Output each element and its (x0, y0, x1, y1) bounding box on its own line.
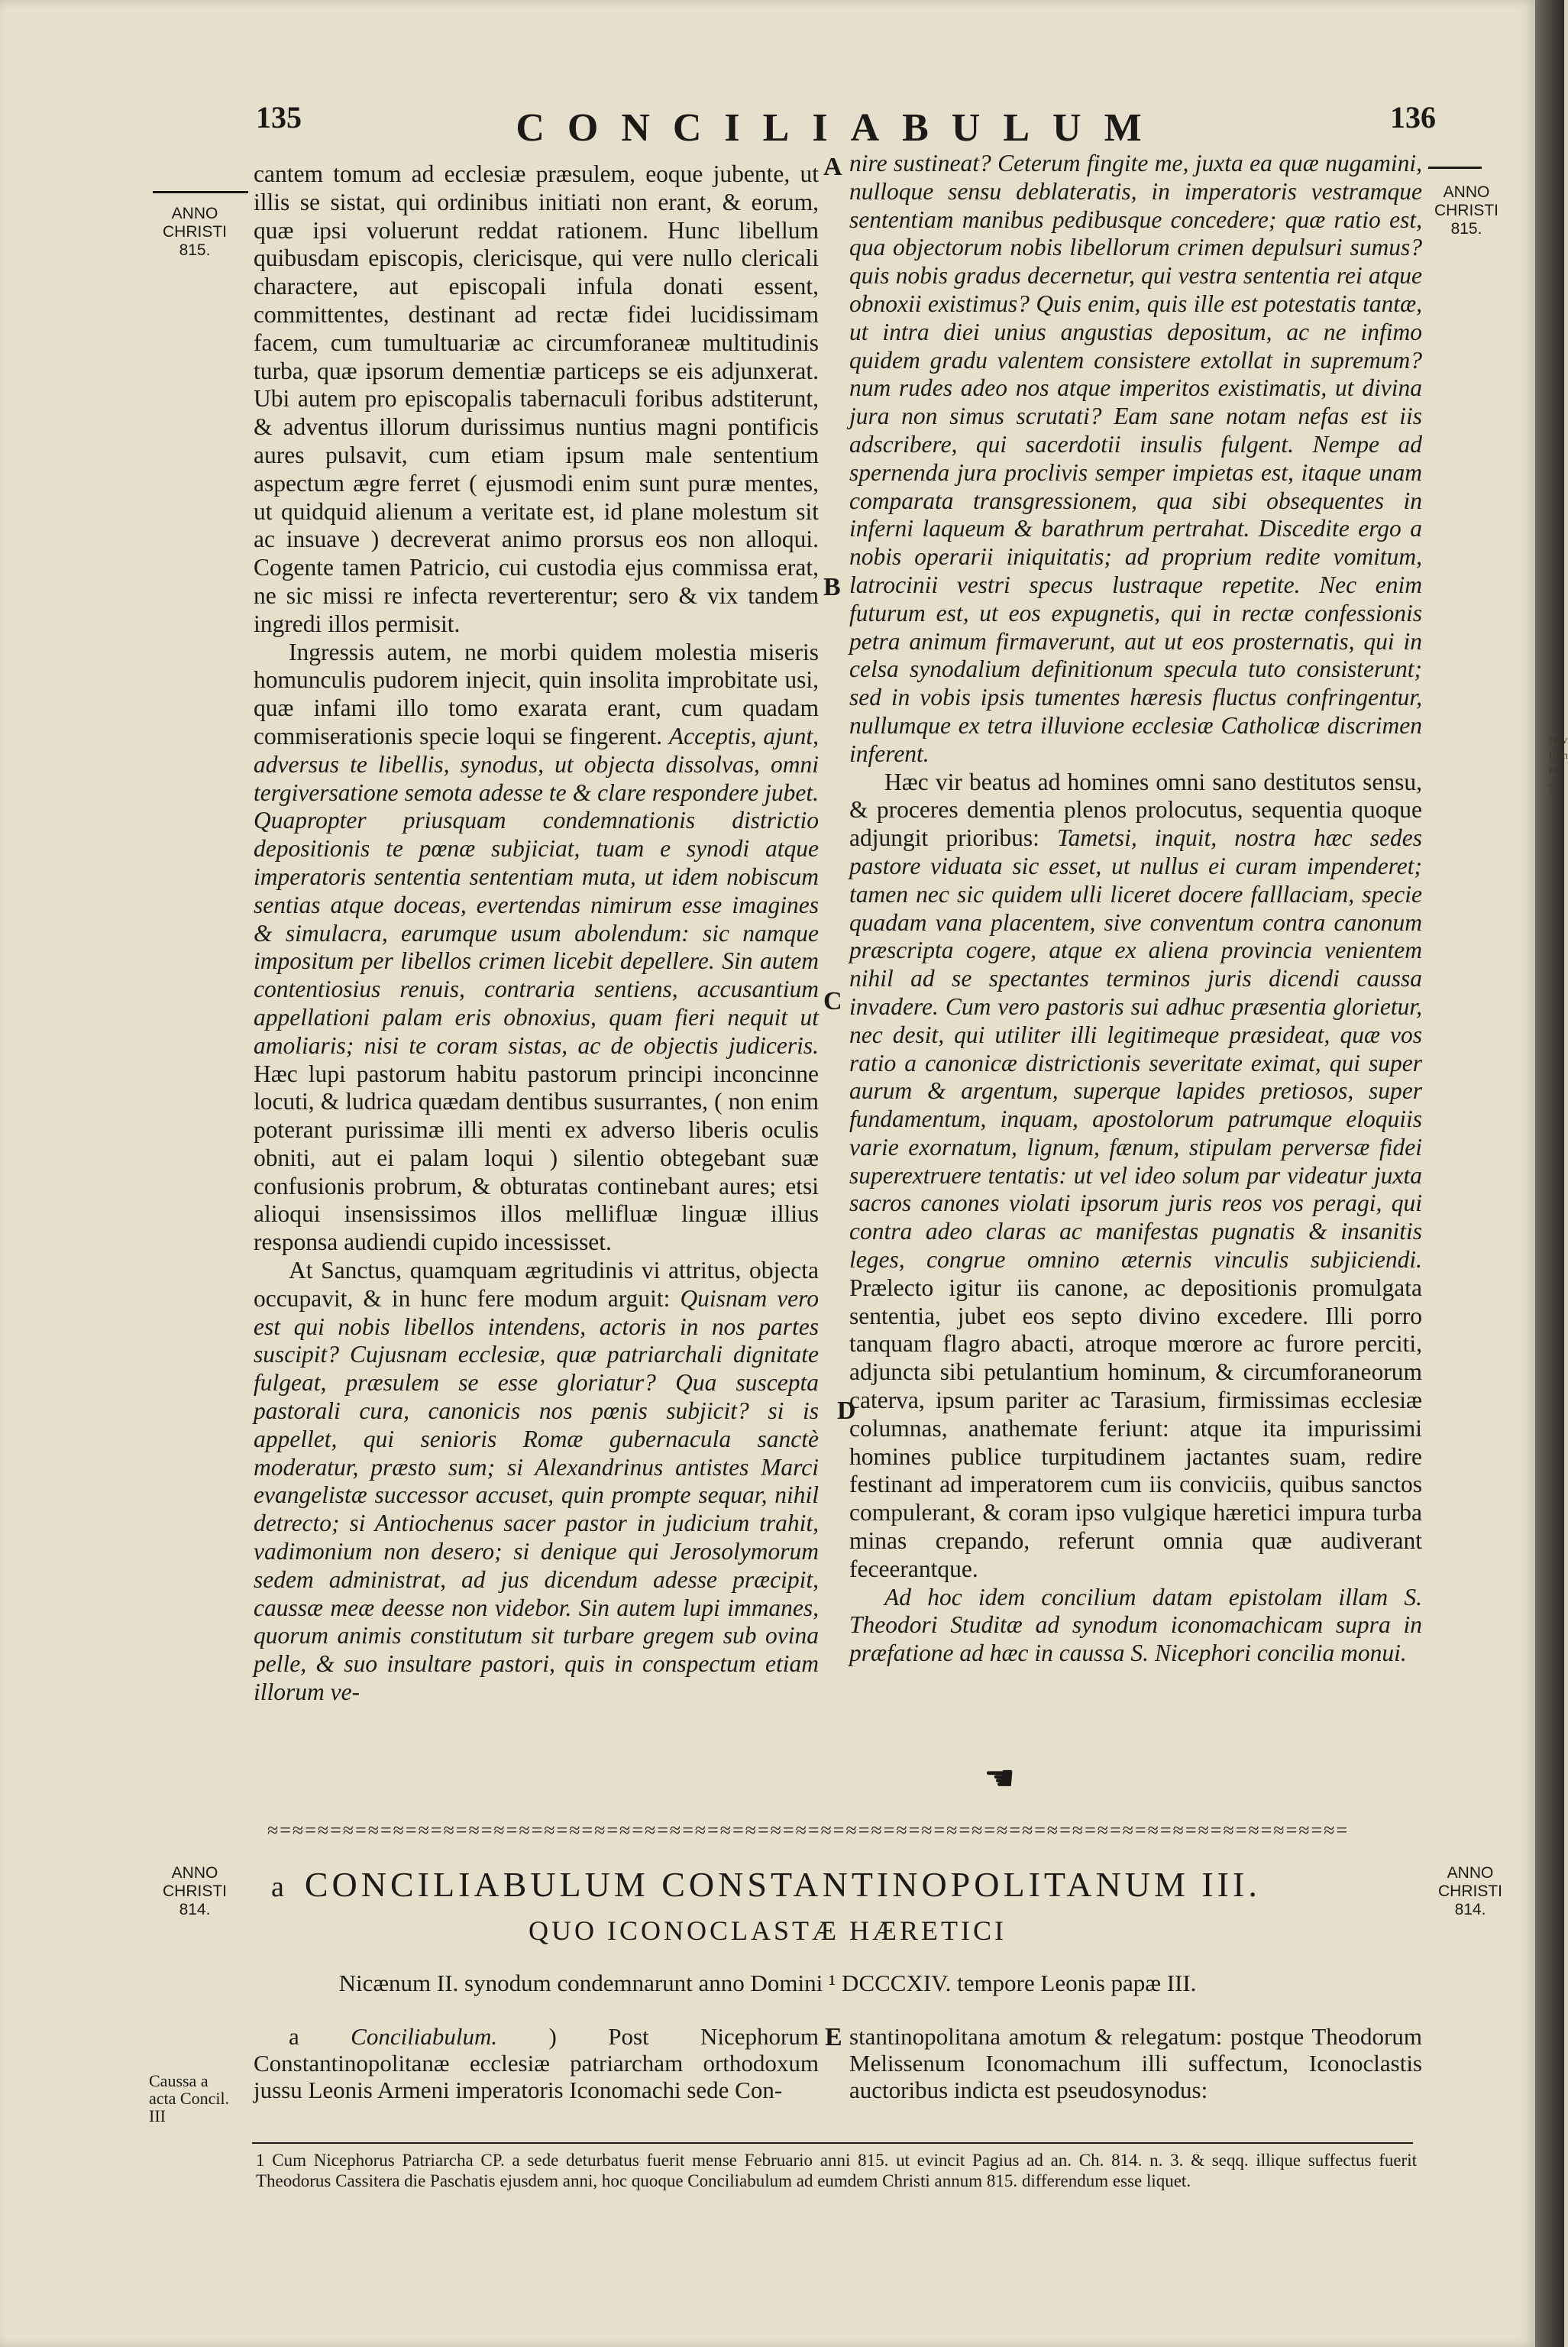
right-column (849, 150, 1422, 1668)
paragraph (254, 1257, 819, 1707)
text-run: Prælecto igitur iis canone, ac depositionis promulgata sententia, jubet eos septo divino excedere. Illi porro tanquam flagro abacti, atroque mœrore ac furore perciti, adjuncta sibi petulantium hominum, & circumforaneorum caterva, ipsum pariter ac Tarasium, firmissimas ecclesiæ columnas, anathemate feriunt: atque ita impurissimi homines publice turpitudinem jactantes suam, redire festinant ad imperatorem cum iis conviciis, quibus sanctos compulerant, & coram ipso vulgique hæretici impura turba minas crepando, referunt omnia quæ audiverant feceerantque. (849, 1274, 1422, 1582)
intro-margin-letter-e: E (825, 2023, 842, 2051)
section-title-text: CONCILIABULUM CONSTANTINOPOLITANUM III. (304, 1865, 1261, 1904)
margin-letter-c: C (823, 987, 842, 1015)
anno-christi-right-bottom: ANNO CHRISTI 814. (1438, 1864, 1502, 1918)
paragraph (254, 639, 819, 1258)
anno-christi-left-top: ANNO CHRISTI 815. (163, 205, 227, 259)
page-number-left: 135 (256, 100, 302, 134)
pointing-hand-icon: ☚ (984, 1759, 1016, 1798)
margin-letter-d: D (837, 1397, 856, 1425)
intro-left-italic: Conciliabulum. (351, 2023, 498, 2050)
section-dateline: Nicænum II. synodum condemnarunt anno Domini ¹ DCCCXIV. tempore Leonis papæ III. (338, 1970, 1197, 1996)
text-run: Ingressis autem, ne morbi quidem molestia miseris homunculis pudorem injecit, quin insolita improbitate usi, quæ infami illo tomo exarata erant, cum quadam commiserationis specie loqui se fingerent. (254, 638, 819, 749)
intro-right-text: stantinopolitana amotum & relegatum: postque Theodorum Melissenum Iconomachum illi suffectum, Iconoclastis auctoribus indicta est pseudosynodus: (849, 2023, 1422, 2103)
edge-text: Nov Icon lib sia. (1549, 735, 1568, 792)
margin-rule-left (153, 191, 248, 193)
paragraph (849, 769, 1422, 1584)
paragraph (849, 1584, 1422, 1668)
side-note: Caussa a acta Concil. III (149, 2071, 230, 2125)
text-run: cantem tomum ad ecclesiæ præsulem, eoque jubente, ut illis se sistat, qui ordinibus initiati non erant, & eorum, quæ ipsi voluerunt reddat rationem. Hunc libellum quibusdam episcopis, clericisque, qui vere nullo clericali charactere, aut episcopali infula donati essent, committentes, destinant ad rectæ fidei lucidissimam facem, cum tumultuariæ ac circumforaneæ multitudinis turba, quæ ipsorum dementiæ particeps se eis adjunxerat. Ubi autem pro episcopalis tabernaculi foribus adstiterunt, & adventus illorum durissimus nuntius magni pontificis aures pulsavit, cum etiam ipsum male sententium aspectum ægre ferret ( ejusmodi enim sunt puræ mentes, ut quidquid alienum a veritate est, id plane molestum sit ac insuave ) decreverat animo prorsus eos non alloqui. Cogente tamen Patricio, cui custodia ejus commissa erat, ne sic missi re infecta reverterentur; sero & vix tandem ingredi illos permisit. (254, 160, 819, 637)
text-run: Hæc vir beatus ad homines omni sano destitutos sensu, & proceres dementia plenos prolocutus, sequentia quoque adjungit prioribus: (849, 768, 1422, 852)
margin-letter-a: A (823, 153, 842, 181)
intro-left (254, 2023, 819, 2103)
intro-mark: a (289, 2023, 299, 2050)
paragraph (254, 160, 819, 639)
italic-run: Tametsi, inquit, nostra hæc sedes pastore viduata sic esset, ut nullus ei curam impenderet; tamen nec sic quidem ulli liceret docere falllaciam, specie quadam vana placentem, sive conventum contra canonum præscripta cogere, atque ex aliena provincia venientem nihil ad se spectantes terminos juris dicendi caussa invadere. Cum vero pastoris sui adhuc præsentia glorietur, nec desit, qui utiliter illi legitimeque præsideat, quæ vos ratio a canonicæ districtionis severitate eximat, qui super aurum & argentum, superque lapides pretiosos, super fundamentum, inquam, apostolorum patrumque eloquiis varie exornatum, lignum, fænum, stipulam perversæ fidei superextruere tentatis: ut vel ideo solum par videatur juxta sacros canones violati ipsorum juris reos vos peragi, qui contra adeo claras ac manifestas pugnatis & insanitis leges, congrue omnino æternis vinculis subjiciendi. (849, 824, 1422, 1274)
page-number-right: 136 (1390, 100, 1436, 134)
text-run: At Sanctus, quamquam ægritudinis vi attritus, objecta occupavit, & in hunc fere modum arguit: (254, 1257, 819, 1312)
section-note-mark: a (271, 1871, 288, 1903)
text-run: Hæc lupi pastorum habitu pastorum principi inconcinne locuti, & ludrica quædam dentibus susurrantes, ( non enim poterant purissimæ illi menti ex adverso liberis oculis obniti, aut ei palam loqui ) silentio obtegebant suæ confusionis probrum, & obturatas continebant aures; etsi alioqui insensissimos illos mellifluæ linguæ illius responsa audiendi cupido incessisset. (254, 1060, 819, 1256)
italic-run: nire sustineat? Ceterum fingite me, juxta ea quæ nugamini, nulloque sensu deblateratis, in imperatoris vestramque sententiam manibus pedibusque concedere; quæ ratio est, qua objectorum nobis libellorum crimen depulsuri sumus? quis nobis gradus decernetur, qui vestra sententia rei atque obnoxii existimus? Quis enim, quis ille est potestatis tantæ, ut intra diei unius angustias depositum, ac ne infimo quidem gradu valentem consistere extollat in supremum? num rudes adeo nos atque imperitos existimatis, ut divina jura non simus scrutati? Eam sane notam nefas est iis adscribere, qui sacerdotii insulis fulgent. Nempe ad spernenda jura proclivis semper impietas est, itaque unam comparata transgressionem, qua sibi obsequentes in inferni laqueum & barathrum pertrahat. Discedite ergo a nobis operarii iniquitatis; ad proprium redite vomitum, latrocinii vestri specus lustraque repetite. Nec enim futurum est, ut eos expugnetis, qui in rectæ confessionis petra animum firmaverunt, aut ut eos prosternatis, qui in celsa synodalium definitionum specula tuto consisterunt; sed in vobis ipsis tumentes hæresis fluctus confringentur, nullumque ex tetra illuvione ecclesiæ Catholicæ discrimen inferent. (849, 150, 1422, 767)
left-column (254, 160, 819, 1707)
anno-christi-left-bottom: ANNO CHRISTI 814. (163, 1864, 227, 1918)
margin-letter-b: B (823, 573, 841, 601)
running-title: CONCILIABULUM (516, 106, 1165, 150)
footnote-rule (252, 2142, 1413, 2144)
italic-run: Quisnam vero est qui nobis libellos intendens, actoris in nos partes suscipit? Cujusnam ecclesiæ, quæ patriarchali dignitate fulgeat, præsulem se esse gloriatur? Qua suscepta pastorali cura, canonicis nos pœnis subjicit? si is appellet, qui senioris Romæ gubernacula sanctè moderatur, præsto sum; si Alexandrinus antistes Marci evangelistæ successor accuset, quin prompte sequar, nihil detrecto; si Antiochenus sacer pastor in judicium trahit, vadimonium non desero; si denique qui Jerosolymorum sedem administrat, ad jus dicendum adesse præcipit, caussæ meæ deesse non videbor. Sin autem lupi immanes, quorum animis constitutum sit turbare gregem sub ovina pelle, & suo insultare pastori, quis in conspectum etiam illorum ve- (254, 1284, 819, 1706)
book-gutter-edge (1535, 0, 1568, 2347)
margin-rule-right (1428, 167, 1482, 169)
footnote: 1 Cum Nicephorus Patriarcha CP. a sede deturbatus fuerit mense Februario anni 815. ut evincit Pagius ad an. Ch. 814. n. 3. & seqq. illique suffectus fuerit Theodorus Cassitera die Paschatis ejusdem anni, hoc quoque Conciliabulum ad eumdem Christi annum 815. differendum esse liquet. (256, 2151, 1417, 2190)
italic-run: Ad hoc idem concilium datam epistolam illam S. Theodori Studitæ ad synodum iconomachicam supra in præfatione ad hæc in caussa S. Nicephori concilia monui. (849, 1583, 1422, 1667)
paragraph (849, 150, 1422, 769)
intro-right (849, 2023, 1422, 2103)
section-subtitle: QUO ICONOCLASTÆ HÆRETICI (529, 1915, 1007, 1946)
anno-christi-right-top: ANNO CHRISTI 815. (1434, 183, 1498, 238)
italic-run: Acceptis, ajunt, adversus te libellis, synodus, ut objecta dissolvas, omni tergiversatione semota adesse te & clare respondere jubet. Quapropter priusquam condemnationis districtio depositionis te pœnæ subjiciat, tuam e synodi atque imperatoris sententia sententiam muta, ut idem nobiscum sentias atque doceas, evertendas nimirum esse imagines & simulacra, earumque usum abolendum: sic namque impositum per libellos crimen licebit depellere. Sin autem contentiosius renuis, contraria sentiens, accusantium appellationi palam eris obnoxius, quam fieri nequit ut amoliaris; nisi te coram sistas, ac de objectis judiceris. (254, 722, 819, 1059)
section-title (271, 1864, 1417, 1905)
ornamental-divider: ≈=≈=≈=≈=≈=≈=≈=≈=≈=≈=≈=≈=≈=≈=≈=≈=≈=≈=≈=≈=≈=≈=≈=≈=≈=≈=≈=≈=≈=≈=≈=≈=≈=≈=≈=≈=≈=≈=≈=≈=≈=≈=≈= (267, 1819, 1350, 1841)
intro-left-text: ) Post Nicephorum Constantinopolitanæ ecclesiæ patriarcham orthodoxum jussu Leonis Armeni imperatoris Iconomachi sede Con- (254, 2023, 819, 2103)
